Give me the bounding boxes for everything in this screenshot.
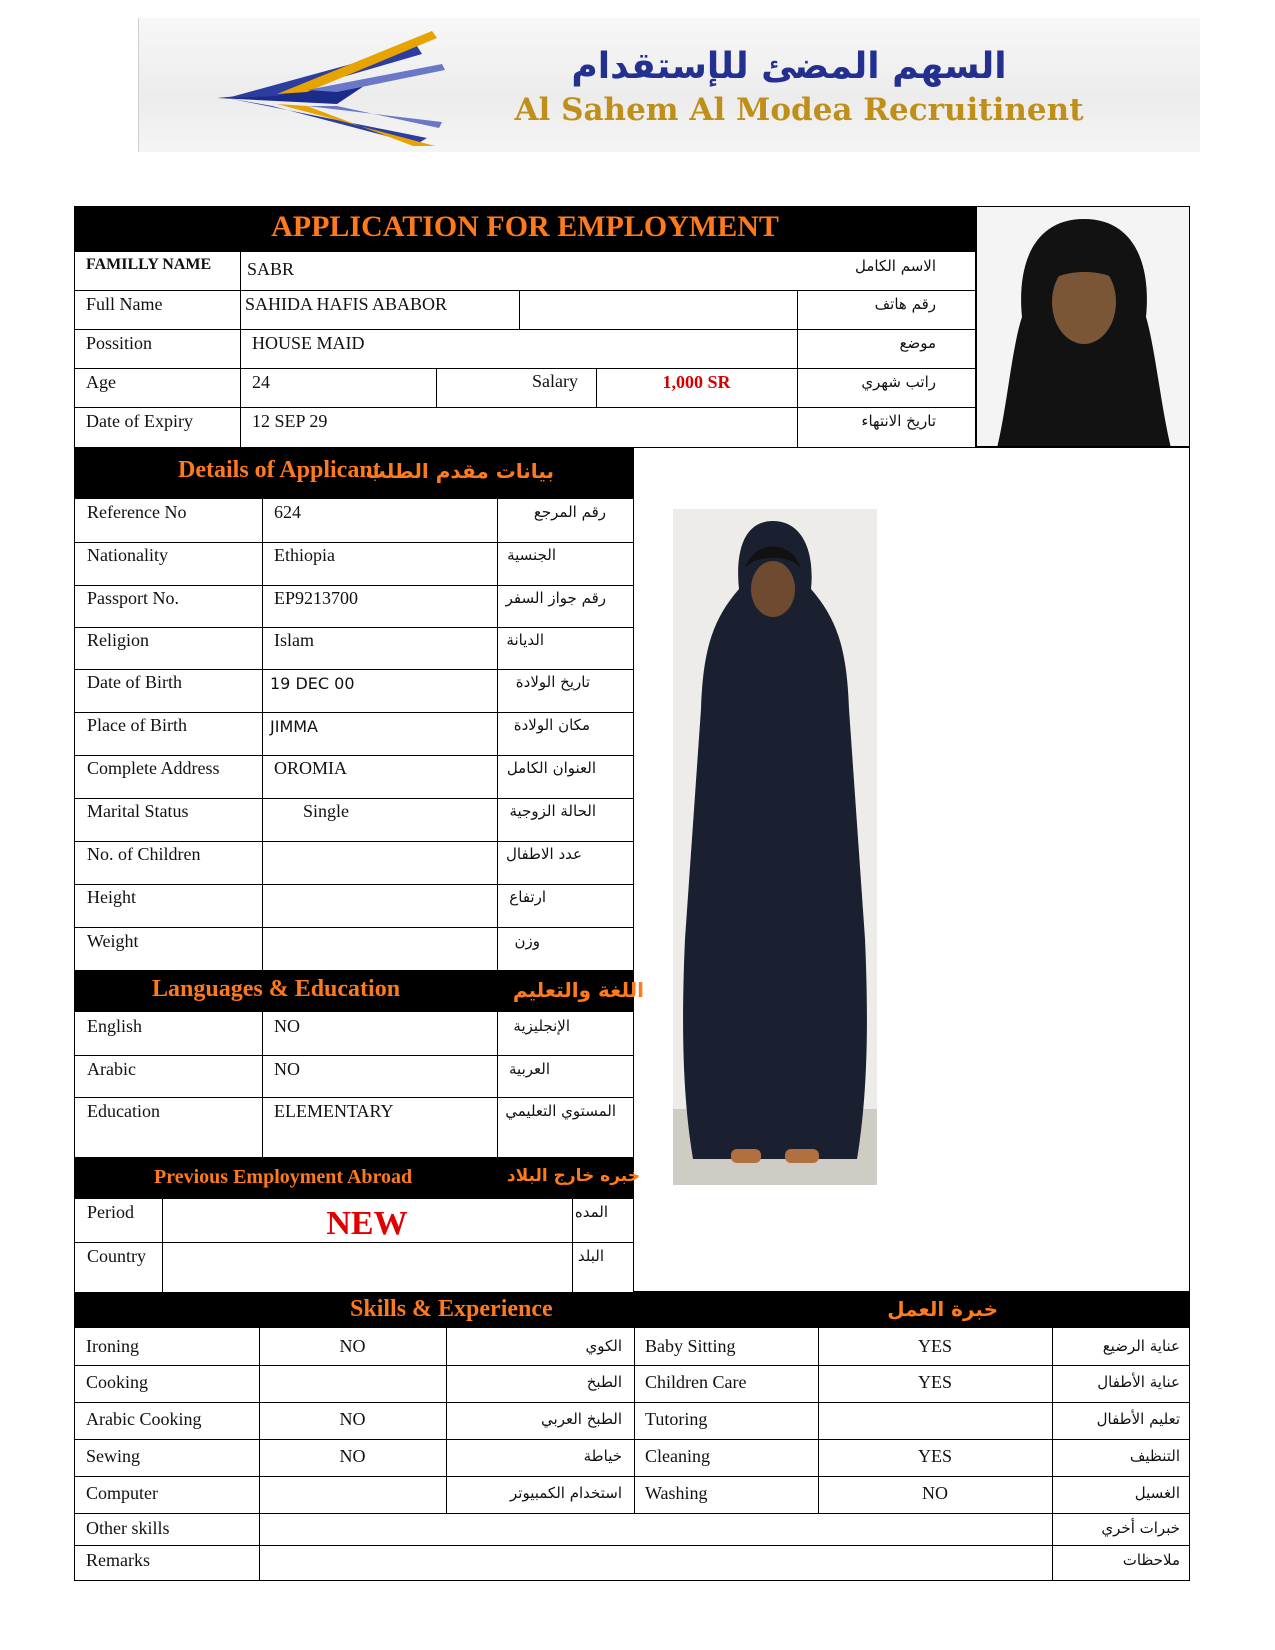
language-value: NO bbox=[274, 1016, 300, 1036]
education-label: Education bbox=[87, 1101, 160, 1121]
detail-label: Complete Address bbox=[87, 758, 220, 778]
education-value: ELEMENTARY bbox=[274, 1101, 394, 1121]
details-title-ar: بيانات مقدم الطلب bbox=[365, 459, 554, 483]
detail-label: Date of Birth bbox=[87, 672, 182, 692]
remarks-label-ar: ملاحظات bbox=[1122, 1551, 1180, 1569]
company-name-en: Al Sahem Al Modea Recruitinent bbox=[514, 92, 1084, 128]
detail-label-ar: رقم المرجع bbox=[533, 503, 606, 521]
salary-label: Salary bbox=[532, 371, 578, 391]
language-label: Arabic bbox=[87, 1059, 136, 1079]
form-title-bar bbox=[74, 206, 976, 252]
skill-label: Tutoring bbox=[645, 1409, 708, 1429]
detail-label-ar: رقم جواز السفر bbox=[505, 589, 606, 607]
detail-label: Passport No. bbox=[87, 588, 180, 608]
phone-label-ar: رقم هاتف bbox=[874, 295, 936, 313]
skill-label-ar: خياطة bbox=[583, 1447, 622, 1465]
other-skills-label-ar: خبرات أخري bbox=[1101, 1519, 1180, 1537]
skill-label-ar: الغسيل bbox=[1134, 1484, 1180, 1502]
skill-label: Children Care bbox=[645, 1372, 747, 1392]
detail-label: No. of Children bbox=[87, 844, 201, 864]
language-label-ar: الإنجليزية bbox=[513, 1017, 570, 1035]
detail-label: Religion bbox=[87, 630, 149, 650]
age-label: Age bbox=[86, 372, 116, 392]
skill-label-ar: الطبخ العربي bbox=[541, 1410, 622, 1428]
skill-label: Arabic Cooking bbox=[86, 1409, 202, 1429]
skill-value: NO bbox=[339, 1409, 366, 1429]
family-name-label: FAMILLY NAME bbox=[86, 256, 212, 273]
full-name-value: SAHIDA HAFIS ABABOR bbox=[245, 294, 448, 314]
position-label-ar: موضع bbox=[899, 334, 936, 352]
portrait-figure-icon bbox=[977, 207, 1190, 447]
expiry-label-ar: تاريخ الانتهاء bbox=[861, 412, 936, 430]
detail-value: Ethiopia bbox=[274, 545, 335, 565]
skill-label-ar: الطبخ bbox=[586, 1373, 622, 1391]
salary-value: 1,000 SR bbox=[662, 372, 731, 392]
salary-label-ar: راتب شهري bbox=[861, 373, 936, 391]
company-name-ar: السهم المضئ للإستقدام bbox=[571, 46, 1007, 87]
skill-label: Cooking bbox=[86, 1372, 149, 1392]
skill-label-ar: عناية الأطفال bbox=[1097, 1373, 1180, 1391]
family-name-label-ar: الاسم الكامل bbox=[854, 257, 936, 275]
skills-title-ar: خبرة العمل bbox=[887, 1297, 998, 1321]
detail-value: OROMIA bbox=[274, 758, 348, 778]
details-title-bar bbox=[74, 447, 634, 499]
country-label-ar: البلد bbox=[577, 1247, 604, 1265]
applicant-full-body-photo bbox=[673, 509, 877, 1185]
detail-label-ar: العنوان الكامل bbox=[506, 759, 596, 777]
detail-value: 624 bbox=[274, 502, 301, 522]
detail-label-ar: الديانة bbox=[506, 631, 544, 649]
arrow-logo-icon bbox=[217, 26, 447, 146]
skill-label-ar: التنظيف bbox=[1129, 1447, 1180, 1465]
skill-label: Sewing bbox=[86, 1446, 140, 1466]
skill-value: YES bbox=[917, 1336, 952, 1356]
skill-label: Computer bbox=[86, 1483, 158, 1503]
skills-title-en: Skills & Experience bbox=[350, 1296, 553, 1322]
detail-value: 19 DEC 00 bbox=[270, 674, 355, 693]
previous-title-en: Previous Employment Abroad bbox=[154, 1166, 413, 1188]
detail-value: Single bbox=[303, 801, 350, 821]
skill-label-ar: عناية الرضيع bbox=[1102, 1337, 1180, 1355]
period-value: NEW bbox=[326, 1205, 408, 1242]
full-name-label: Full Name bbox=[86, 294, 163, 314]
language-value: NO bbox=[274, 1059, 300, 1079]
skill-value: YES bbox=[917, 1446, 952, 1466]
details-title-en: Details of Applicant bbox=[178, 457, 381, 483]
education-label-ar: المستوي التعليمي bbox=[505, 1102, 616, 1120]
country-label: Country bbox=[87, 1246, 147, 1266]
detail-label: Nationality bbox=[87, 545, 168, 565]
skills-title-bar bbox=[74, 1292, 1190, 1328]
full-body-photo-panel bbox=[634, 447, 1190, 1292]
remarks-label: Remarks bbox=[86, 1550, 150, 1570]
family-name-value: SABR bbox=[247, 259, 295, 279]
expiry-value: 12 SEP 29 bbox=[252, 411, 328, 431]
previous-title-bar bbox=[74, 1157, 640, 1199]
skill-label: Washing bbox=[645, 1483, 708, 1503]
detail-value: JIMMA bbox=[270, 717, 318, 736]
languages-title-ar: اللغة والتعليم bbox=[512, 978, 644, 1002]
form-title: APPLICATION FOR EMPLOYMENT bbox=[271, 210, 779, 243]
position-label: Possition bbox=[86, 333, 153, 353]
detail-label-ar: عدد الاطفال bbox=[506, 845, 582, 863]
detail-label-ar: الحالة الزوجية bbox=[509, 802, 596, 820]
skill-label: Ironing bbox=[86, 1336, 139, 1356]
detail-label-ar: الجنسية bbox=[507, 546, 556, 564]
detail-label-ar: وزن bbox=[514, 932, 540, 950]
detail-label-ar: مكان الولادة bbox=[513, 716, 590, 734]
detail-label: Marital Status bbox=[87, 801, 189, 821]
skill-label: Cleaning bbox=[645, 1446, 710, 1466]
logo-banner bbox=[138, 18, 1200, 152]
age-value: 24 bbox=[252, 372, 270, 392]
standing-figure-icon bbox=[673, 509, 877, 1185]
period-label-ar: المده bbox=[574, 1203, 608, 1221]
detail-label-ar: ارتفاع bbox=[509, 888, 546, 906]
detail-value: EP9213700 bbox=[274, 588, 359, 608]
detail-label-ar: تاريخ الولادة bbox=[515, 673, 590, 691]
skill-value: NO bbox=[339, 1336, 366, 1356]
skill-value: NO bbox=[922, 1483, 948, 1503]
expiry-label: Date of Expiry bbox=[86, 411, 193, 431]
skill-label-ar: تعليم الأطفال bbox=[1096, 1410, 1180, 1428]
other-skills-label: Other skills bbox=[86, 1518, 170, 1538]
language-label: English bbox=[87, 1016, 143, 1036]
skill-value: NO bbox=[339, 1446, 366, 1466]
languages-title-en: Languages & Education bbox=[152, 976, 401, 1002]
detail-label: Place of Birth bbox=[87, 715, 187, 735]
skill-label: Baby Sitting bbox=[645, 1336, 736, 1356]
detail-label: Reference No bbox=[87, 502, 187, 522]
position-value: HOUSE MAID bbox=[252, 333, 365, 353]
period-label: Period bbox=[87, 1202, 134, 1222]
skill-label-ar: الكوي bbox=[585, 1337, 622, 1355]
previous-title-ar: خبره خارج البلاد bbox=[506, 1166, 640, 1186]
skill-value: YES bbox=[917, 1372, 952, 1392]
detail-label: Weight bbox=[87, 931, 139, 951]
detail-value: Islam bbox=[274, 630, 314, 650]
language-label-ar: العربية bbox=[509, 1060, 550, 1078]
applicant-portrait-photo bbox=[976, 206, 1190, 447]
detail-label: Height bbox=[87, 887, 136, 907]
languages-title-bar bbox=[74, 970, 644, 1012]
skill-label-ar: استخدام الكمبيوتر bbox=[510, 1484, 622, 1502]
